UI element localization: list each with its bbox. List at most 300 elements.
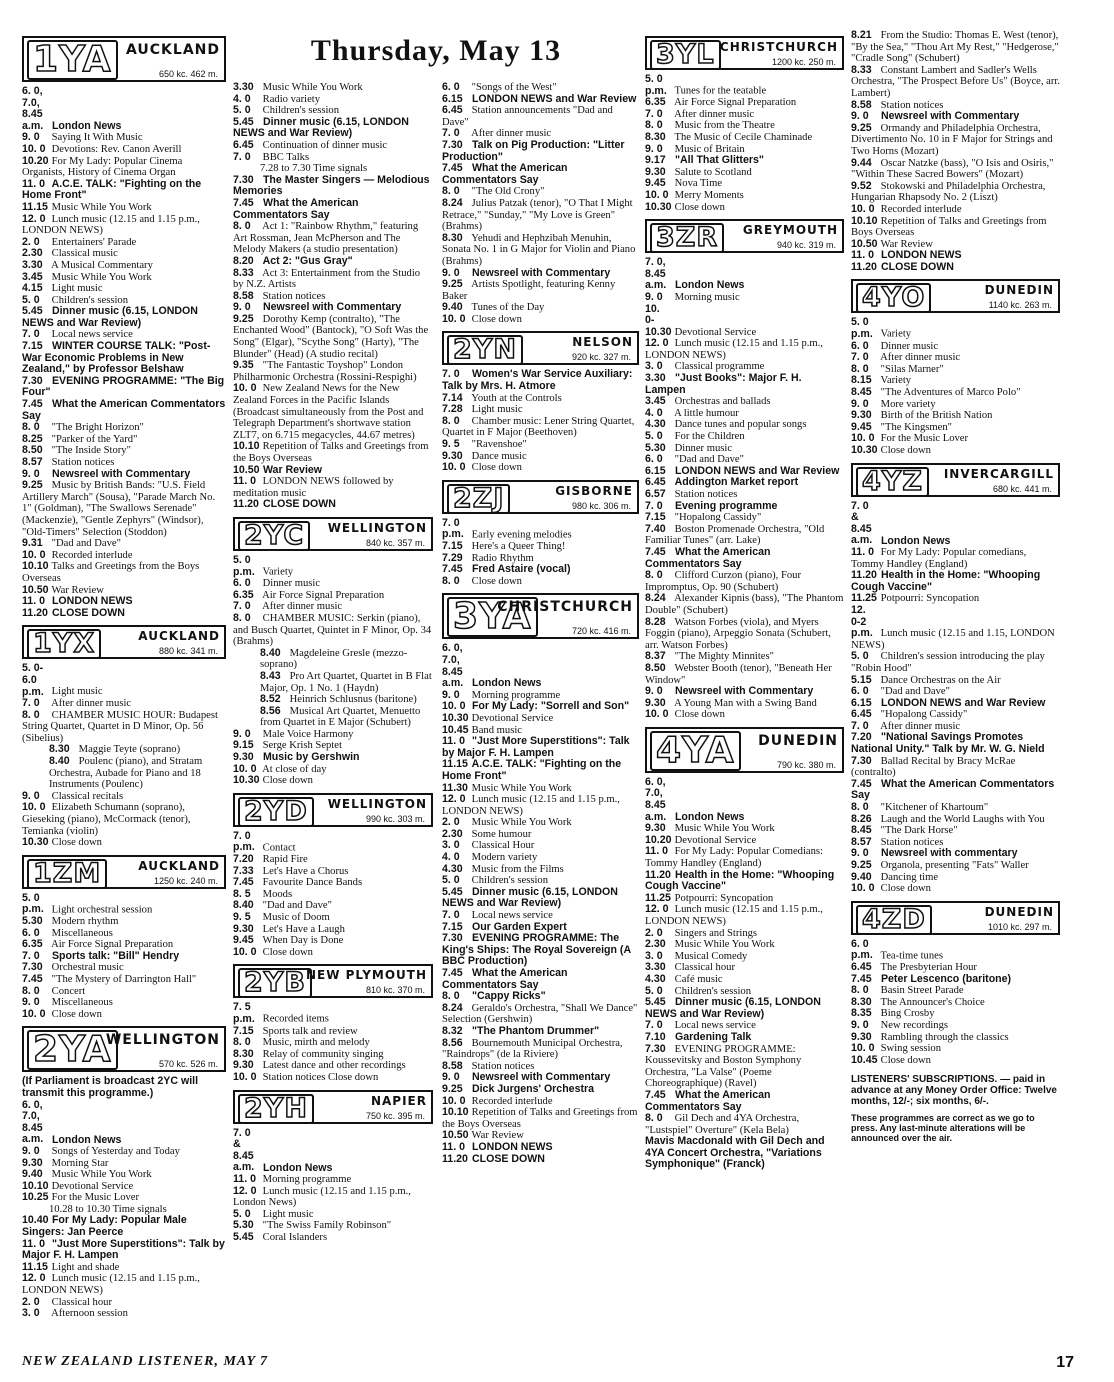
programme-item	[22, 156, 226, 179]
programme-title: Dinner music	[880, 340, 939, 352]
programme-time: 5. 0-6.0 p.m.	[22, 662, 44, 698]
programme-title: "The Adventures of Marco Polo"	[880, 387, 1021, 399]
programme-title: Band music	[471, 724, 522, 736]
programme-time: 11.20	[851, 260, 877, 273]
programme-time: 2. 0	[22, 235, 40, 248]
station-call-sign: 3ZR	[650, 223, 724, 253]
programme-time: 11. 0	[442, 1140, 465, 1153]
programme-item	[22, 928, 226, 940]
programme-title: Serge Krish Septet	[262, 740, 342, 752]
programme-title: Music While You Work	[51, 271, 152, 283]
programme-item	[233, 947, 433, 959]
programme-time: 3.45	[22, 270, 43, 283]
programme-item	[645, 1090, 844, 1113]
programme-time: 8.57	[22, 456, 43, 468]
programme-time: 7. 0 & 8.45 a.m.	[233, 1126, 255, 1174]
programme-title: Musical Comedy	[674, 950, 748, 962]
station-frequency: 1200 kc. 250 m.	[771, 57, 836, 67]
programme-title: "Parker of the Yard"	[51, 433, 138, 445]
station-city: NAPIER	[370, 1093, 427, 1108]
programme-time: 11. 0	[22, 177, 45, 190]
programme-item	[22, 480, 226, 538]
programme-item	[22, 445, 226, 457]
programme-item	[22, 1158, 226, 1170]
programme-item	[645, 593, 844, 616]
programme-title: EVENING PROGRAMME: Koussevitsky and Boston Symphony Orchestra, "La Valse" (Poeme Choreographique) (Ravel)	[645, 1043, 802, 1090]
programme-title: Close down	[471, 462, 522, 474]
programme-title: Close down	[674, 709, 725, 721]
programme-time: 8. 0	[851, 801, 869, 814]
programme-time: 8.56	[260, 704, 281, 717]
programme-title: Moods	[262, 888, 293, 900]
programme-time: 9. 5	[442, 438, 460, 451]
programme-time: 6.15	[851, 696, 872, 709]
programme-title: After dinner music	[262, 601, 343, 613]
programme-time: 8.30	[645, 130, 666, 143]
programme-item	[22, 202, 226, 214]
programme-time: 5. 0	[851, 650, 869, 663]
programme-title: Health in the Home: "Whooping Cough Vaccine"	[645, 868, 835, 893]
programme-item	[645, 1032, 844, 1044]
programme-title: Radio variety	[262, 93, 321, 105]
programme-time: 3.30	[645, 372, 666, 385]
programme-time: 8.30	[233, 1047, 254, 1060]
programme-item	[645, 512, 844, 524]
programme-title: Newsreel with Commentary	[51, 467, 191, 480]
programme-title: Music While You Work	[51, 1169, 152, 1181]
programme-time: 9.31	[22, 537, 43, 550]
station-call-sign: 2YD	[238, 797, 314, 827]
programme-item	[22, 1192, 226, 1204]
programme-title: Air Force Signal Preparation	[674, 97, 797, 109]
programme-item	[233, 268, 433, 291]
programme-title: Classical music	[51, 248, 118, 260]
programme-time: 8. 0	[442, 990, 460, 1003]
programme-title: Health in the Home: "Whooping Cough Vaccine"	[851, 569, 1041, 593]
programme-item	[233, 1232, 433, 1244]
programme-title: LONDON NEWS	[880, 249, 962, 262]
programme-title: Miscellaneous	[51, 997, 113, 1009]
programme-time: 5. 0 p.m.	[645, 73, 667, 97]
programme-title: Lunch music (12.15 and 1.15 p.m., LONDON NEWS)	[22, 213, 200, 237]
programme-title: Dorothy Kemp (contralto), "The Enchanted Wood" (Bantock), "O Soft Was the Song" (Elgar), "Scythe Song" (Harty), "The Blunder" (Head) (A studio recital)	[233, 313, 429, 360]
page-title: Thursday, May 13	[310, 34, 562, 67]
programme-time: 9.40	[442, 301, 463, 314]
programme-item	[233, 613, 433, 648]
programme-item	[442, 198, 639, 233]
programme-time: 8.33	[851, 63, 872, 76]
programme-time: 7.45	[645, 1088, 666, 1101]
programme-title: Potpourri: Syncopation	[674, 892, 774, 904]
programme-title: CLOSE DOWN	[262, 498, 336, 511]
programme-time: 9.30	[442, 449, 463, 462]
programme-title: London News	[51, 119, 122, 132]
programme-title: Morning programme	[262, 1173, 352, 1185]
programme-item	[233, 900, 433, 912]
programme-title: EVENING PROGRAMME: "The Big Four"	[22, 374, 225, 399]
programme-item	[22, 422, 226, 434]
programme-time: 6.45	[645, 476, 666, 489]
programme-title: The Presbyterian Hour	[880, 961, 977, 973]
programme-time: 9. 0	[233, 301, 251, 314]
programme-title: The Announcer's Choice	[880, 996, 985, 1008]
programme-title: Lunch music (12.15 and 1.15 p.m., LONDON NEWS)	[645, 338, 823, 361]
programme-title: Lunch music (12.15 and 1.15 p.m., LONDON NEWS)	[442, 794, 620, 817]
programme-title: For My Lady: "Sorrell and Son"	[471, 700, 630, 713]
programme-title: Lunch music (12.15 and 1.15 p.m., LONDON NEWS)	[645, 904, 823, 927]
programme-time: 7.40	[645, 522, 666, 535]
programme-item	[851, 570, 1060, 593]
programme-title: Lunch music (12.15 and 1.15 p.m., LONDON NEWS)	[22, 1273, 200, 1297]
footer-publication: NEW ZEALAND LISTENER, MAY 7	[22, 1354, 268, 1369]
programme-title: Talks and Greetings from the Boys Overseas	[22, 561, 200, 584]
programme-item	[442, 564, 639, 576]
programme-item	[851, 375, 1060, 387]
programme-title: A little humour	[674, 407, 739, 419]
programme-time: 10.30	[233, 774, 260, 787]
programme-time: 12. 0	[22, 212, 46, 225]
programme-title: Act 1: "Rainbow Rhythm," featuring Art Rossman, Jean McPherson and The Melody Makers (a studio presentation)	[233, 221, 419, 256]
programme-time: 7.45	[442, 967, 463, 979]
programme-time: 7.45	[645, 545, 666, 558]
programme-title: "Just More Superstitions": Talk by Major F. H. Lampen	[22, 1237, 225, 1262]
programme-title: "Dad and Dave"	[51, 538, 121, 550]
programme-title: Laugh and the World Laughs with You	[880, 813, 1045, 825]
programme-time: 6. 0, 7.0, 8.45 a.m.	[22, 85, 44, 132]
programme-item	[22, 1169, 226, 1181]
programme-time: 8. 0	[442, 574, 460, 587]
programme-title: Music from the Films	[471, 863, 564, 875]
programme-time: 8. 0	[645, 569, 663, 582]
programme-title: Children's session	[262, 105, 340, 117]
programme-item	[442, 1096, 639, 1108]
programme-time: 10.30	[442, 711, 469, 724]
programme-time: 7. 0	[22, 328, 40, 341]
programme-item	[22, 1009, 226, 1021]
programme-time: 8.50	[645, 661, 666, 674]
programme-title: Variety	[262, 566, 294, 578]
programme-title: Sports talk and review	[262, 1025, 358, 1037]
programme-time: 8. 0	[233, 220, 251, 233]
programme-title: Act 3: Entertainment from the Studio by N.Z. Artists	[233, 267, 421, 291]
programme-item	[233, 441, 433, 464]
programme-time: 5. 0	[233, 104, 251, 117]
programme-item	[22, 997, 226, 1009]
programme-title: Lunch music (12.15 and 1.15 p.m., London News)	[233, 1185, 411, 1209]
programme-time: 5. 0	[442, 874, 460, 887]
programme-time: 7.20	[233, 853, 254, 866]
programme-title: Artists Spotlight, featuring Kenny Baker	[442, 279, 616, 302]
programme-title: Classical Hour	[471, 840, 535, 852]
programme-time: 8.40	[233, 899, 254, 912]
programme-item	[851, 181, 1060, 204]
programme-time: 4.15	[22, 282, 43, 295]
programme-title: Close down	[880, 445, 931, 456]
programme-item	[442, 817, 639, 829]
programme-title: For the Music Lover	[880, 433, 969, 445]
programme-title: Basin Street Parade	[880, 985, 964, 997]
programme-item	[233, 198, 433, 221]
programme-title: "Ravenshoe"	[471, 439, 527, 451]
programme-time: 11. 0	[442, 735, 465, 748]
programme-item	[851, 111, 1060, 123]
programme-time: 9.30	[645, 165, 666, 178]
programme-title: Gil Dech and 4YA Orchestra, "Lustspiel" Overture" (Kela Bela)	[645, 1113, 800, 1136]
programme-item	[233, 1174, 433, 1186]
programme-title: Music While You Work	[674, 939, 775, 951]
programme-item	[851, 1008, 1060, 1020]
programme-title: Modern rhythm	[51, 916, 119, 927]
programme-title: Classical recitals	[51, 790, 124, 802]
programme-title: Devotional Service	[51, 1180, 134, 1192]
programme-time: 7. 0	[442, 127, 460, 140]
programme-time: 10.10	[22, 560, 49, 573]
programme-title: LONDON NEWS	[471, 1140, 553, 1153]
programme-item	[22, 974, 226, 986]
programme-item	[233, 1128, 433, 1174]
programme-time: 11.20	[233, 498, 259, 511]
programme-time: 10.25	[22, 1191, 49, 1204]
programme-time: 12. 0	[645, 903, 669, 916]
programme-item	[851, 364, 1060, 376]
programme-title: Light and shade	[51, 1261, 120, 1273]
programme-item	[233, 1049, 433, 1061]
programme-time: 9.25	[233, 312, 254, 325]
programme-item	[645, 777, 844, 823]
programme-item	[22, 86, 226, 132]
programme-time: 8.30	[49, 743, 70, 756]
programme-item	[442, 451, 639, 463]
programme-title: Oscar Natzke (bass), "O Isis and Osiris," "Within These Sacred Bowers" (Mozart)	[851, 157, 1054, 181]
programme-title: Addington Market report	[674, 476, 799, 489]
programme-time: 9. 0	[442, 688, 460, 701]
programme-time: 10. 0	[645, 708, 669, 721]
programme-time: 7.15	[22, 340, 43, 353]
programme-item	[22, 132, 226, 144]
programme-time: 8.24	[645, 592, 666, 605]
programme-title: Close down	[262, 946, 313, 958]
programme-item	[442, 279, 639, 302]
programme-title: Close down	[880, 883, 931, 895]
programme-title: LONDON NEWS followed by meditation music	[233, 476, 394, 499]
programme-title: Music of Britain	[674, 143, 745, 155]
programme-title: Music While You Work	[674, 823, 775, 835]
programme-title: "Dad and Dave"	[674, 454, 744, 466]
column-5	[851, 30, 1060, 1143]
programme-item	[645, 617, 844, 652]
programme-title: "Silas Marner"	[880, 363, 944, 375]
programme-item	[22, 1215, 226, 1238]
programme-time: 8.24	[442, 196, 463, 209]
programme-time: 6. 0	[22, 926, 40, 939]
programme-item	[851, 848, 1060, 860]
programme-time: 11.20	[851, 569, 877, 582]
programme-time: 7.30	[645, 1042, 666, 1055]
programme-time: 7.10	[645, 1030, 666, 1043]
programme-item	[851, 698, 1060, 710]
programme-title: Newsreel with Commentary	[880, 110, 1020, 123]
programme-item	[645, 1044, 844, 1090]
programme-title: London News	[51, 1133, 122, 1146]
programme-time: 5.30	[645, 441, 666, 454]
programme-item	[22, 1273, 226, 1296]
programme-title: Modern variety	[471, 852, 538, 864]
programme-time: 7. 0	[645, 1019, 663, 1032]
programme-item	[442, 576, 639, 588]
programme-title: Swing session	[880, 1043, 941, 1055]
programme-item	[442, 518, 639, 541]
programme-item	[233, 924, 433, 936]
programme-item	[851, 547, 1060, 570]
programme-title: New recordings	[880, 1019, 949, 1031]
programme-item	[851, 985, 1060, 997]
programme-item	[22, 341, 226, 376]
station-city: NEW PLYMOUTH	[305, 968, 427, 983]
programme-title: War Review	[880, 238, 933, 250]
programme-time: 10. 0	[233, 945, 257, 958]
programme-item	[22, 283, 226, 295]
programme-title: Rapid Fire	[262, 854, 308, 866]
programme-title: Newsreel with Commentary	[471, 1071, 611, 1084]
programme-time: 9.15	[233, 739, 254, 752]
programme-item	[233, 140, 433, 152]
programme-title: For My Lady: Popular comedians, Tommy Handley (England)	[851, 546, 1027, 570]
programme-time: 10. 0	[851, 432, 875, 445]
programme-item	[645, 651, 844, 663]
programme-title: "The Bright Horizon"	[51, 422, 144, 434]
programme-time: 9.45	[645, 177, 666, 190]
programme-time: 5.45	[233, 115, 254, 128]
programme-title: Our Garden Expert	[471, 920, 567, 933]
programme-title: A.C.E. TALK: "Fighting on the Home Front"	[22, 177, 202, 202]
programme-time: 8.26	[851, 812, 872, 825]
programme-item	[442, 736, 639, 759]
station-header	[233, 793, 433, 827]
programme-time: 7.30	[442, 932, 463, 945]
station-call-sign: 1YA	[27, 40, 118, 80]
programme-time: 11.20	[442, 1152, 468, 1165]
programme-title: "Just Books": Major F. H. Lampen	[645, 372, 802, 396]
programme-time: 7.45	[851, 777, 872, 790]
programme-item	[233, 1072, 433, 1084]
programme-time: 9.40	[851, 870, 872, 883]
programme-time: 8. 0	[645, 119, 663, 132]
programme-title: Boston Promenade Orchestra, "Old Familiar Tunes" (arr. Lake)	[645, 523, 825, 547]
programme-time: 8.40	[260, 646, 281, 659]
programme-item	[851, 387, 1060, 399]
programme-item	[645, 570, 844, 593]
programme-item	[645, 686, 844, 698]
programme-title: Recorded interlude	[880, 203, 962, 215]
programme-item	[442, 887, 639, 910]
programme-item	[851, 825, 1060, 837]
programme-time: 3. 0	[442, 839, 460, 852]
programme-title: Close down	[880, 1054, 931, 1066]
programme-title: Music While You Work	[51, 201, 152, 213]
programme-time: 2.30	[22, 247, 43, 260]
programme-time: 9.25	[442, 1082, 463, 1095]
programme-item	[442, 852, 639, 864]
station-city: WELLINGTON	[327, 520, 427, 535]
programme-item	[233, 117, 433, 140]
programme-title: Some humour	[471, 828, 532, 840]
programme-title: Magdeleine Gresle (mezzo-soprano)	[260, 647, 408, 671]
programme-title: Dinner music	[674, 442, 733, 454]
programme-title: Music from the Theatre	[674, 120, 775, 132]
programme-time: 11.15	[442, 758, 468, 771]
programme-title: Tunes of the Day	[471, 302, 545, 314]
programme-time: 9. 0	[645, 685, 663, 698]
programme-time: 9. 0	[645, 290, 663, 303]
programme-time: 9.30	[233, 751, 254, 764]
programme-item	[851, 1055, 1060, 1067]
programme-item	[442, 233, 639, 268]
programme-time: 5. 0 p.m.	[233, 553, 255, 578]
programme-title: Local news service	[471, 910, 553, 922]
programme-item	[851, 732, 1060, 755]
programme-time: 10. 0	[22, 142, 46, 155]
programme-time: 11.30	[442, 781, 468, 794]
programme-title: The Master Singers — Melodious Memories	[233, 173, 430, 198]
programme-item	[645, 547, 844, 570]
programme-item	[645, 939, 844, 951]
programme-item	[22, 791, 226, 803]
programme-item	[851, 997, 1060, 1009]
programme-time: 6. 0	[233, 577, 251, 590]
programme-title: EVENING PROGRAMME: The King's Ships: The Royal Sovereign (A BBC Production)	[442, 932, 631, 968]
programme-title: Let's Have a Chorus	[262, 865, 349, 877]
programme-item	[851, 675, 1060, 687]
station-call-sign: 2YB	[238, 968, 312, 998]
programme-item	[645, 904, 844, 927]
programme-title: War Review	[262, 463, 323, 476]
station-header	[645, 36, 844, 70]
programme-item	[233, 94, 433, 106]
programme-title: For the Children	[674, 431, 745, 443]
programme-title: CHAMBER MUSIC HOUR: Budapest String Quartet, Quartet in D Minor, Op. 56 (Sibelius)	[22, 709, 218, 744]
programme-item	[851, 939, 1060, 962]
programme-item	[233, 775, 433, 787]
programme-time: 7. 0, 8.45 a.m.	[645, 256, 667, 292]
programme-title: "National Savings Promotes National Unity." Talk by Mr. W. G. Nield	[851, 731, 1045, 756]
programme-item	[22, 1239, 226, 1262]
programme-time: 2. 0	[442, 816, 460, 829]
programme-title: London News	[471, 677, 542, 690]
station-frequency: 790 kc. 380 m.	[776, 759, 836, 770]
programme-title: A Musical Commentary	[51, 259, 153, 271]
programme-item	[22, 1262, 226, 1274]
programme-time: 8. 5	[233, 887, 251, 900]
programme-title: A Young Man with a Swing Band	[674, 697, 817, 709]
station-frequency: 1140 kc. 263 m.	[988, 300, 1052, 311]
programme-time: 7.28	[442, 403, 463, 416]
station-call-sign: 4YA	[650, 731, 741, 771]
programme-title: Watson Forbes (viola), and Myers Foggin (piano), Arpeggio Sonata (Schubert, arr. Watson Forbes)	[645, 616, 831, 651]
station-call-sign: 1YX	[27, 629, 101, 659]
programme-item	[22, 469, 226, 481]
programme-item	[442, 268, 639, 280]
station-city: AUCKLAND	[138, 858, 220, 873]
programme-time: 7. 0	[645, 499, 663, 512]
programme-time: 8. 0	[851, 362, 869, 375]
programme-time: 9.25	[851, 859, 872, 871]
programme-title: "Dad and Dave"	[880, 686, 950, 698]
programme-title: Close down	[674, 201, 725, 213]
programme-title: Station notices Close down	[262, 1071, 379, 1083]
programme-title: Music, mirth and melody	[262, 1037, 370, 1049]
programme-item	[22, 1076, 226, 1099]
programme-title: After dinner music	[674, 108, 755, 120]
